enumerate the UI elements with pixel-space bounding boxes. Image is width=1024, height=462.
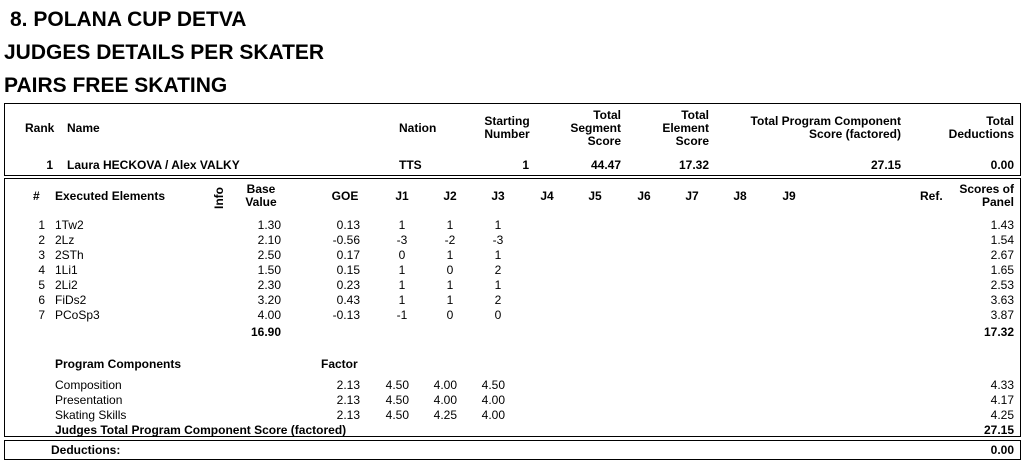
skater-starting-number: 1 xyxy=(522,158,529,172)
element-panel-score: 1.43 xyxy=(990,218,1014,232)
component-panel-score: 4.33 xyxy=(990,378,1014,392)
header-element-1: Total xyxy=(681,108,709,122)
header-j1: J1 xyxy=(395,189,409,203)
component-factor: 2.13 xyxy=(336,378,360,392)
deductions-box xyxy=(4,440,1021,460)
element-name: 2STh xyxy=(55,248,84,262)
element-goe: 0.17 xyxy=(336,248,360,262)
segment-title: PAIRS FREE SKATING xyxy=(4,74,228,97)
element-goe: 0.15 xyxy=(336,263,360,277)
header-base-value-1: Base xyxy=(246,182,276,196)
element-judge-2-score: 1 xyxy=(446,248,454,262)
skater-total-element-score: 17.32 xyxy=(678,158,709,172)
header-segment-3: Score xyxy=(587,134,621,148)
header-starting-number-1: Starting xyxy=(484,114,530,128)
element-judge-1-score: 1 xyxy=(398,263,406,277)
header-j8: J8 xyxy=(733,189,747,203)
header-j4: J4 xyxy=(540,189,554,203)
element-judge-2-score: 1 xyxy=(446,293,454,307)
element-panel-score: 1.65 xyxy=(990,263,1014,277)
element-judge-1-score: 1 xyxy=(398,218,406,232)
component-judge-2-score: 4.00 xyxy=(433,378,457,392)
element-base-value: 2.10 xyxy=(257,233,281,247)
header-pcs-2: Score (factored) xyxy=(808,127,901,141)
element-base-value: 1.50 xyxy=(257,263,281,277)
header-rank: Rank xyxy=(25,121,55,135)
component-factor: 2.13 xyxy=(336,393,360,407)
element-judge-2-score: 1 xyxy=(446,278,454,292)
skater-total-deductions: 0.00 xyxy=(990,158,1014,172)
element-judge-1-score: 0 xyxy=(398,248,406,262)
element-number: 7 xyxy=(38,308,45,322)
header-pcs-1: Total Program Component xyxy=(750,114,901,128)
element-panel-score: 2.53 xyxy=(990,278,1014,292)
header-j7: J7 xyxy=(685,189,699,203)
component-judge-2-score: 4.25 xyxy=(433,408,457,422)
element-name: PCoSp3 xyxy=(55,308,100,322)
component-judge-1-score: 4.50 xyxy=(385,378,409,392)
element-judge-3-score: 1 xyxy=(494,218,502,232)
skater-nation: TTS xyxy=(399,158,422,172)
element-base-value: 2.30 xyxy=(257,278,281,292)
element-number: 6 xyxy=(38,293,45,307)
element-panel-score: 3.63 xyxy=(990,293,1014,307)
component-judge-3-score: 4.00 xyxy=(481,393,505,407)
components-total-score: 27.15 xyxy=(983,423,1014,437)
details-box xyxy=(4,178,1021,437)
elements-total-score: 17.32 xyxy=(983,325,1014,339)
element-panel-score: 2.67 xyxy=(990,248,1014,262)
element-judge-3-score: 1 xyxy=(494,248,502,262)
element-base-value: 2.50 xyxy=(257,248,281,262)
element-goe: 0.13 xyxy=(336,218,360,232)
element-name: 2Lz xyxy=(55,233,75,247)
element-name: FiDs2 xyxy=(55,293,87,307)
deductions-label: Deductions: xyxy=(51,443,121,457)
skater-total-segment-score: 44.47 xyxy=(590,158,621,172)
document-title: JUDGES DETAILS PER SKATER xyxy=(4,41,325,64)
element-name: 1Tw2 xyxy=(55,218,84,232)
component-factor: 2.13 xyxy=(336,408,360,422)
element-judge-1-score: 1 xyxy=(398,278,406,292)
elements-total-base-value: 16.90 xyxy=(250,325,281,339)
element-judge-2-score: -2 xyxy=(444,233,456,247)
element-panel-score: 3.87 xyxy=(990,308,1014,322)
element-base-value: 4.00 xyxy=(257,308,281,322)
component-name: Composition xyxy=(55,378,122,392)
header-deductions-1: Total xyxy=(986,114,1014,128)
element-judge-1-score: -3 xyxy=(396,233,408,247)
element-number: 4 xyxy=(38,263,45,277)
component-panel-score: 4.25 xyxy=(990,408,1014,422)
component-judge-1-score: 4.50 xyxy=(385,408,409,422)
header-base-value-2: Value xyxy=(245,195,277,209)
header-element-2: Element xyxy=(662,121,709,135)
header-j9: J9 xyxy=(782,189,796,203)
header-scores-of-panel-1: Scores of xyxy=(959,182,1014,196)
component-panel-score: 4.17 xyxy=(990,393,1014,407)
program-components-heading: Program Components xyxy=(55,357,182,371)
header-j6: J6 xyxy=(637,189,651,203)
header-element-3: Score xyxy=(675,134,709,148)
skater-rank: 1 xyxy=(46,158,53,172)
header-name: Name xyxy=(67,121,100,135)
element-number: 3 xyxy=(38,248,45,262)
element-number: 2 xyxy=(38,233,45,247)
element-judge-2-score: 0 xyxy=(446,263,454,277)
element-base-value: 1.30 xyxy=(257,218,281,232)
header-goe: GOE xyxy=(331,189,359,203)
component-judge-3-score: 4.50 xyxy=(481,378,505,392)
header-info: Info xyxy=(212,187,226,209)
element-judge-3-score: 2 xyxy=(494,293,502,307)
factor-heading: Factor xyxy=(321,357,358,371)
element-judge-3-score: 2 xyxy=(494,263,502,277)
summary-box xyxy=(4,103,1021,176)
element-number: 1 xyxy=(38,218,45,232)
element-judge-2-score: 1 xyxy=(446,218,454,232)
component-judge-3-score: 4.00 xyxy=(481,408,505,422)
element-judge-3-score: 1 xyxy=(494,278,502,292)
component-name: Presentation xyxy=(55,393,123,407)
deductions-value: 0.00 xyxy=(990,443,1014,457)
element-base-value: 3.20 xyxy=(257,293,281,307)
element-judge-3-score: -3 xyxy=(492,233,504,247)
header-nation: Nation xyxy=(399,121,437,135)
element-goe: 0.43 xyxy=(336,293,360,307)
component-judge-1-score: 4.50 xyxy=(385,393,409,407)
element-judge-1-score: 1 xyxy=(398,293,406,307)
skater-name: Laura HECKOVA / Alex VALKY xyxy=(67,158,240,172)
header-number: # xyxy=(33,189,40,203)
element-name: 1Li1 xyxy=(55,263,78,277)
element-name: 2Li2 xyxy=(55,278,78,292)
element-number: 5 xyxy=(38,278,45,292)
header-j5: J5 xyxy=(588,189,602,203)
element-panel-score: 1.54 xyxy=(990,233,1014,247)
header-deductions-2: Deductions xyxy=(948,127,1014,141)
element-goe: -0.56 xyxy=(332,233,360,247)
header-ref: Ref. xyxy=(920,189,943,203)
element-judge-2-score: 0 xyxy=(446,308,454,322)
header-starting-number-2: Number xyxy=(484,127,530,141)
header-executed-elements: Executed Elements xyxy=(55,189,166,203)
component-judge-2-score: 4.00 xyxy=(433,393,457,407)
component-name: Skating Skills xyxy=(55,408,127,422)
header-segment-1: Total xyxy=(593,108,621,122)
skater-total-pcs: 27.15 xyxy=(870,158,901,172)
element-goe: -0.13 xyxy=(332,308,360,322)
element-judge-3-score: 0 xyxy=(494,308,502,322)
element-judge-1-score: -1 xyxy=(396,308,408,322)
header-j2: J2 xyxy=(443,189,457,203)
header-j3: J3 xyxy=(491,189,505,203)
components-total-label: Judges Total Program Component Score (factored) xyxy=(55,423,347,437)
header-segment-2: Segment xyxy=(570,121,621,135)
competition-title: 8. POLANA CUP DETVA xyxy=(10,8,247,31)
element-goe: 0.23 xyxy=(336,278,360,292)
header-scores-of-panel-2: Panel xyxy=(981,195,1014,209)
